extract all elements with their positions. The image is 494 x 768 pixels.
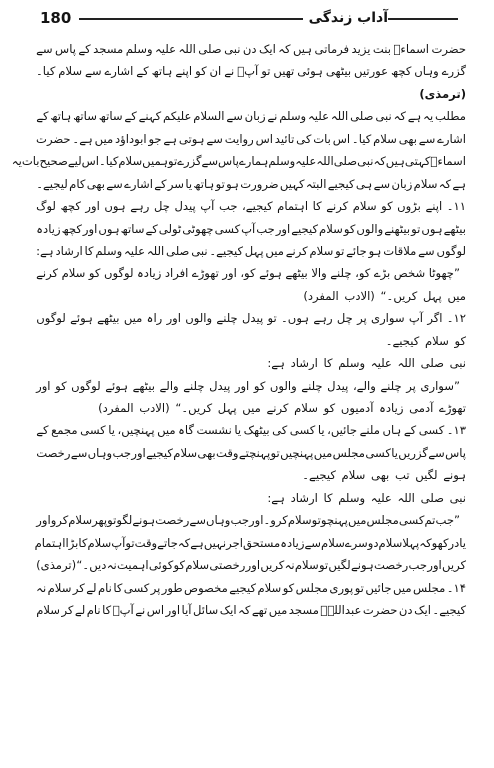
page-number: 180 [40,9,72,27]
text-line: ۱۳۔ کسی کے ہاں ملنے جائیں، یا کسی کی بیٹھک یا نشست گاہ میں پہنچیں، یا کسی مجمع کے [36,423,466,438]
text-line: ۱۱۔ اپنے بڑوں کو سلام کرنے کا اہتمام کیجیے، جب آپ پیدل چل رہے ہوں اور کچھ لوگ [36,199,466,214]
text-line: نبی صلی اللہ علیہ وسلم کا ارشاد ہے: [267,356,466,371]
text-line: کیجیے۔ ایک دن حضرت عبداللہؓ مسجد میں تھے کہ ایک سائل آیا اور اس نے آپؓ کا نام لے کر سلام [36,602,466,617]
text-line: لوگوں سے ملاقات ہو جائے تو سلام کرنے میں پہل کیجیے۔ نبی صلی اللہ علیہ وسلم کا ارشاد ہے: [36,243,466,258]
text-line: کریں اور جب رخصت ہونے لگیں تو سلام نہ کریں اور رخصتی سلام کو کوئی اہمیت نہ دیں۔“ (ترمذی) [36,558,466,573]
text-line: ہونے لگیں تب بھی سلام کیجیے۔ [302,468,466,483]
text-line: ۱۴۔ مجلس میں جائیں تو پوری مجلس کو سلام کیجیے مخصوص طور پر کسی کا نام لے کر سلام نہ [36,580,466,595]
text-line: ”سواری پر چلنے والے، پیدل چلنے والوں کو اور پیدل چلنے والے بیٹھے ہوئے لوگوں کو اور [36,378,460,393]
text-line: اشارے سے بھی سلام کیا۔ اس بات کی تائید اس روایت سے ہوتی ہے جو ابوداؤد میں ہے۔ حضرت [36,131,466,146]
book-title: آداب زندگی [308,10,388,26]
text-line: اسماءؓ کہتی ہیں کہ نبی صلی اللہ علیہ وسلم ہمارے پاس سے گزرے تو ہمیں سلام کیا۔ اس لیے صحیح بات یہ [11,154,466,169]
header-rule [79,18,302,20]
text-line: ہے کہ سلام زبان سے ہی کیجیے البتہ کہیں ضرورت ہو تو ہاتھ یا سر کے اشارے سے بھی کام لیجیے۔ [36,176,466,191]
text-line: یاد رکھو کہ پہلا سلام دوسرے سلام سے زیادہ مستحق اجر نہیں ہے کہ جاتے وقت تو آپ سلام کا بڑا اہتمام [34,535,466,550]
page-body [11,38,466,621]
text-line: پاس سے گزریں یا کسی مجلس میں پہنچیں تو پہنچتے وقت بھی سلام کیجیے اور جب وہاں سے رخصت [36,445,466,460]
text-line: (ترمذی) [419,86,466,101]
text-line: مطلب یہ ہے کہ نبی صلی اللہ علیہ وسلم نے زبان سے السلام علیکم کہنے کے ساتھ ساتھ ہاتھ کے [36,109,466,124]
text-line: میں پہل کریں۔“ (الادب المفرد) [303,288,466,303]
page-header [40,6,464,30]
text-line: ”جب تم کسی مجلس میں پہنچو تو سلام کرو۔ اور جب وہاں سے رخصت ہونے لگو تو پھر سلام کرو اور [36,513,460,528]
text-line: ”چھوٹا شخص بڑے کو، چلنے والا بیٹھے ہوئے کو، اور تھوڑے افراد زیادہ لوگوں کو سلام کرنے [36,266,460,281]
text-line: کو سلام کیجیے۔ [385,333,466,348]
text-line: گزرے وہاں کچھ عورتیں بیٹھی ہوئی تھیں تو آپؐ نے ان کو اپنے ہاتھ کے اشارے سے سلام کیا۔ [36,64,466,79]
text-line: تھوڑے آدمی زیادہ آدمیوں کو سلام کرنے میں پہل کریں۔“ (الادب المفرد) [98,401,466,415]
text-line: نبی صلی اللہ علیہ وسلم کا ارشاد ہے: [267,490,466,505]
text-line: ۱۲۔ اگر آپ سواری پر چل رہے ہوں۔ تو پیدل چلنے والوں اور راہ میں بیٹھے ہوئے لوگوں [36,311,466,326]
text-line: حضرت اسماءؓ بنت یزید فرماتی ہیں کہ ایک دن نبی صلی اللہ علیہ وسلم مسجد کے پاس سے [36,42,466,56]
header-rule-right [388,18,458,20]
text-line: بیٹھے ہوں تو بیٹھنے والوں کو سلام کیجیے اور جب آپ کسی چھوٹی ٹولی کے ساتھ ہوں اور کچھ زیادہ [36,221,466,236]
